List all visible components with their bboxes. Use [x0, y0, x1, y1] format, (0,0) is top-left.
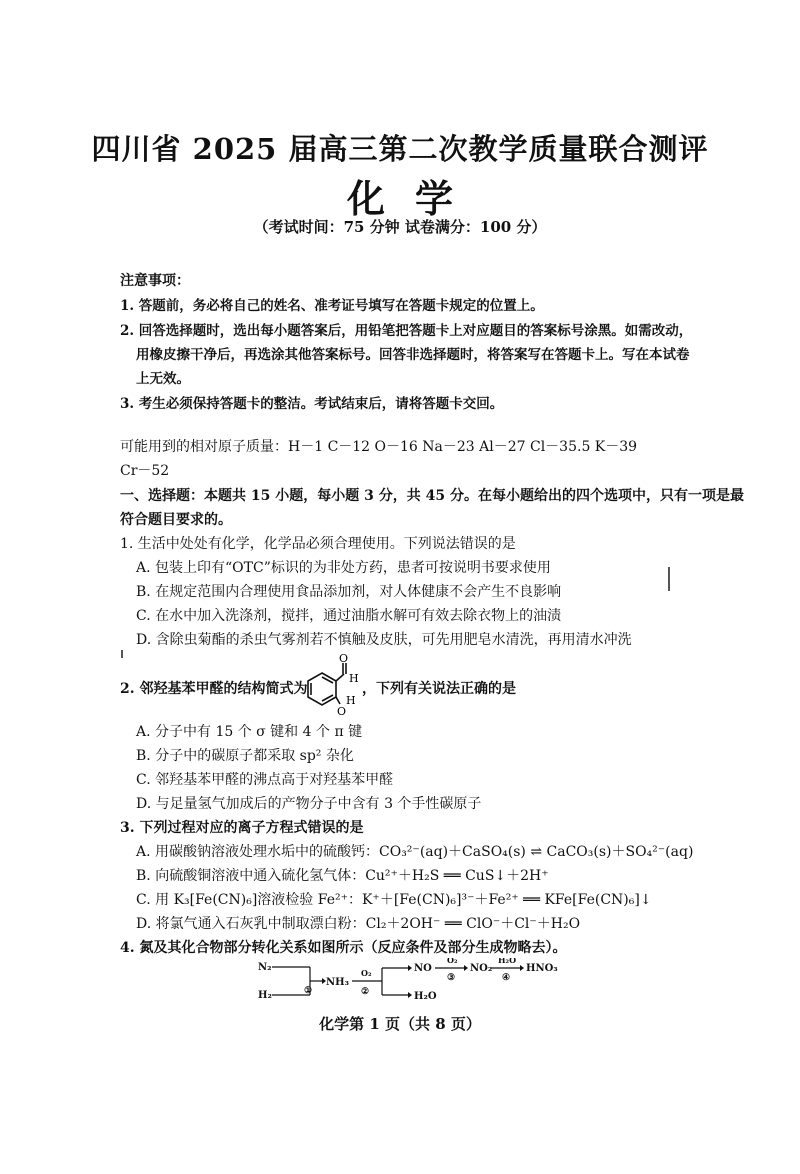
- note-item-1: 1. 答题前，务必将自己的姓名、准考证号填写在答题卡规定的位置上。: [120, 298, 544, 314]
- q3-option-a: A. 用碳酸钠溶液处理水垢中的硫酸钙：CO₃²⁻(aq)＋CaSO₄(s) ⇌ CaCO₃(s)＋SO₄²⁻(aq): [136, 844, 694, 860]
- atomic-masses-line1: 可能用到的相对原子质量：H－1 C－12 O－16 Na－23 Al－27 Cl－35.5 K－39: [120, 439, 638, 455]
- notes-heading: 注意事项：: [120, 273, 190, 289]
- q3-option-b: B. 向硫酸铜溶液中通入硫化氢气体：Cu²⁺＋H₂S ══ CuS↓＋2H⁺: [136, 868, 549, 884]
- page-footer: 化学第 1 页（共 8 页）: [319, 1015, 481, 1033]
- aldehyde-bond: [336, 674, 344, 681]
- q3-stem: 3. 下列过程对应的离子方程式错误的是: [120, 820, 364, 836]
- note-item-2-line3: 上无效。: [136, 371, 190, 387]
- diagram-h2o-top: H₂O: [498, 958, 517, 965]
- struct-o-top: O: [339, 652, 349, 665]
- diagram-no: NO: [414, 963, 432, 974]
- hydroxyl-bond: [336, 697, 340, 704]
- diagram-no2: NO₂: [470, 963, 493, 974]
- q1-option-c: C. 在水中加入洗涤剂，搅拌，通过油脂水解可有效去除衣物上的油渍: [136, 608, 562, 624]
- q2-option-a: A. 分子中有 15 个 σ 键和 4 个 π 键: [136, 724, 363, 740]
- diagram-h2o-bottom: H₂O: [414, 991, 437, 1002]
- struct-h-right: H: [349, 672, 359, 685]
- benzene-ring: [308, 663, 346, 705]
- atomic-masses-line2: Cr－52: [120, 463, 170, 479]
- q3-option-d: D. 将氯气通入石灰乳中制取漂白粉：Cl₂＋2OH⁻ ══ ClO⁻＋Cl⁻＋H₂O: [136, 916, 581, 932]
- q1-stem: 1. 生活中处处有化学，化学品必须合理使用。下列说法错误的是: [120, 536, 516, 552]
- diagram-o2-a: O₂: [361, 968, 372, 978]
- diagram-hno3: HNO₃: [526, 963, 558, 974]
- diagram-o2-b: O₂: [447, 958, 458, 965]
- note-item-2-line2: 用橡皮擦干净后，再选涂其他答案标号。回答非选择题时，将答案写在答题卡上。写在本试卷: [136, 347, 690, 363]
- scan-mark: [121, 650, 123, 658]
- q1-option-b: B. 在规定范围内合理使用食品添加剂，对人体健康不会产生不良影响: [136, 584, 562, 600]
- q2-stem-before: 2. 邻羟基苯甲醛的结构简式为: [120, 681, 308, 697]
- exam-title: 四川省 2025 届高三第二次教学质量联合测评: [91, 132, 709, 166]
- q3-option-c: C. 用 K₃[Fe(CN)₆]溶液检验 Fe²⁺：K⁺＋[Fe(CN)₆]³⁻＋Fe²⁺ ══ KFe[Fe(CN)₆]↓: [136, 892, 652, 908]
- q2-option-d: D. 与足量氢气加成后的产物分子中含有 3 个手性碳原子: [136, 796, 482, 812]
- scan-mark: [668, 567, 670, 591]
- q4-stem: 4. 氮及其化合物部分转化关系如图所示（反应条件及部分生成物略去）。: [120, 940, 567, 956]
- salicylaldehyde-structure: [296, 652, 362, 718]
- diagram-nh3: NH₃: [326, 977, 349, 988]
- q1-option-d: D. 含除虫菊酯的杀虫气雾剂若不慎触及皮肤，可先用肥皂水清洗，再用清水冲洗: [136, 632, 632, 648]
- section1-line1: 一、选择题：本题共 15 小题，每小题 3 分，共 45 分。在每小题给出的四个选项中，只有一项是最: [120, 488, 744, 504]
- diagram-step1: ①: [304, 986, 313, 996]
- q2-stem-after: ，下列有关说法正确的是: [362, 681, 516, 697]
- diagram-n2: N₂: [258, 962, 272, 973]
- struct-o-bottom: O: [337, 705, 347, 718]
- diagram-h2: H₂: [258, 990, 272, 1001]
- diagram-step3: ③: [447, 973, 456, 983]
- nitrogen-conversion-diagram: [258, 958, 558, 1006]
- note-item-3: 3. 考生必须保持答题卡的整洁。考试结束后，请将答题卡交回。: [120, 396, 504, 412]
- diagram-step4: ④: [502, 973, 511, 983]
- subject-title: 化学: [346, 176, 483, 221]
- q2-option-c: C. 邻羟基苯甲醛的沸点高于对羟基苯甲醛: [136, 772, 394, 788]
- q1-option-a: A. 包装上印有“OTC”标识的为非处方药，患者可按说明书要求使用: [136, 560, 551, 576]
- section1-line2: 符合题目要求的。: [120, 512, 232, 528]
- exam-info: （考试时间：75 分钟 试卷满分：100 分）: [253, 218, 547, 236]
- q2-option-b: B. 分子中的碳原子都采取 sp² 杂化: [136, 748, 354, 764]
- struct-h-bottom: H: [346, 694, 356, 707]
- note-item-2-line1: 2. 回答选择题时，选出每小题答案后，用铅笔把答题卡上对应题目的答案标号涂黑。如需改动，: [120, 323, 693, 339]
- diagram-step2: ②: [361, 987, 370, 997]
